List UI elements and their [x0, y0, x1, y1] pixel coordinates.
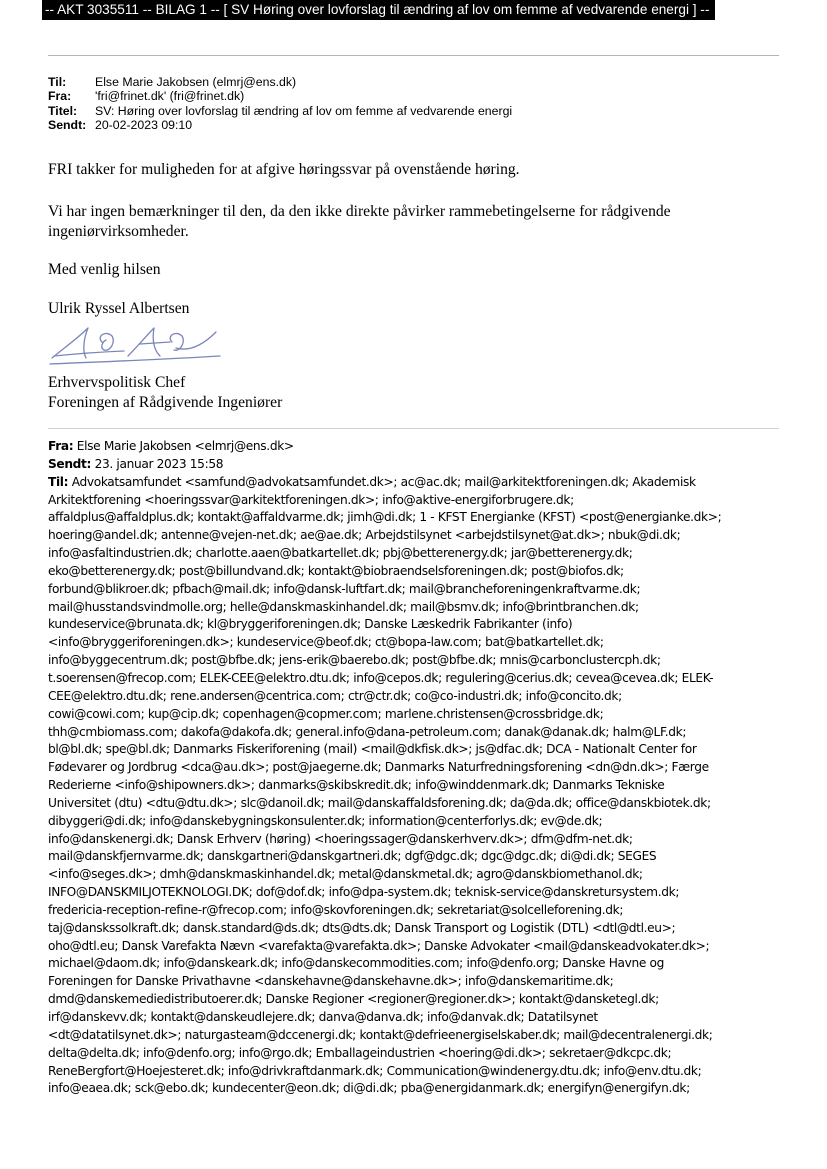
- from-label: Fra:: [48, 439, 74, 453]
- header-label: Titel:: [48, 103, 78, 118]
- recipient-line: CEE@elektro.dtu.dk; rene.andersen@centrica.com; ctr@ctr.dk; co@co-industri.dk; info@concito.dk;: [48, 688, 622, 703]
- recipient-line: info@danskenergi.dk; Dansk Erhverv (høring) <hoeringssager@danskerhverv.dk>; dfm@dfm-net.dk;: [48, 831, 633, 846]
- from-value: Else Marie Jakobsen <elmrj@ens.dk>: [76, 439, 294, 453]
- recipient-line: info@eaea.dk; sck@ebo.dk; kundecenter@eon.dk; di@di.dk; pba@energidanmark.dk; energifyn@energifyn.dk;: [48, 1081, 690, 1096]
- recipient-line: eko@betterenergy.dk; post@billundvand.dk; kontakt@biobraendselsforeningen.dk; post@biofos.dk;: [48, 563, 624, 578]
- recipient-line: cowi@cowi.com; kup@cip.dk; copenhagen@copmer.com; marlene.christensen@crossbridge.dk;: [48, 706, 604, 721]
- recipient-line: taj@danskssolkraft.dk; dansk.standard@ds.dk; dts@dts.dk; Dansk Transport og Logistik (DTL) <dtl@dtl.eu>;: [48, 920, 676, 935]
- header-value: Else Marie Jakobsen (elmrj@ens.dk): [95, 75, 297, 89]
- header-label: Til:: [48, 75, 67, 89]
- recipient-line: thh@cmbiomass.com; dakofa@dakofa.dk; general.info@dana-petroleum.com; danak@danak.dk; halm@LF.dk;: [48, 724, 687, 739]
- sender-signature-block: [48, 373, 778, 413]
- recipient-line: kundeservice@brunata.dk; kl@bryggeriforeningen.dk; Danske Læskedrik Fabrikanter (info): [48, 617, 573, 632]
- header-value: 'fri@frinet.dk' (fri@frinet.dk): [95, 89, 245, 104]
- recipient-line: Fødevarer og Jordbrug <dca@au.dk>; post@jaegerne.dk; Danmarks Naturfredningsforening <dn@dn.dk>; Færge: [48, 760, 709, 775]
- sender-name-text: Ulrik Ryssel Albertsen: [48, 300, 190, 317]
- email-header: [48, 75, 512, 132]
- top-divider: [48, 55, 779, 56]
- recipient-line: hoering@andel.dk; antenne@vejen-net.dk; ae@ae.dk; Arbejdstilsynet <arbejdstilsynet@at.dk>; nbuk@di.dk;: [48, 528, 681, 543]
- recipient-line: <info@bryggeriforeningen.dk>; kundeservice@beof.dk; ct@bopa-law.com; bat@batkartellet.dk;: [48, 635, 604, 650]
- recipient-line: fredericia-reception-refine-r@frecop.com; info@skovforeningen.dk; sekretariat@solcelleforening.dk;: [48, 902, 624, 917]
- recipient-line: Arkitektforening <hoeringssvar@arkitektforeningen.dk>; info@aktive-energiforbrugere.dk;: [48, 492, 574, 507]
- recipient-line: forbund@blikroer.dk; pfbach@mail.dk; info@dansk-luftfart.dk; mail@brancheforeningenkraftvarme.dk;: [48, 581, 641, 596]
- forwarded-from: [48, 438, 788, 456]
- closing: [48, 260, 778, 280]
- sender-title: Erhvervspolitisk Chef: [48, 374, 186, 391]
- recipient-line: Advokatsamfundet <samfund@advokatsamfundet.dk>; ac@ac.dk; mail@arkitektforeningen.dk; Akademisk: [71, 474, 696, 489]
- recipient-line: t.soerensen@frecop.com; ELEK-CEE@elektro.dtu.dk; info@cepos.dk; regulering@cerius.dk; cevea@cevea.dk; ELEK-: [48, 670, 714, 685]
- forwarded-sent: [48, 456, 788, 474]
- forward-divider: [48, 428, 779, 429]
- reply-text: Vi har ingen bemærkninger til den, da den ikke direkte påvirker rammebetingelserne for rådgivende: [48, 203, 671, 220]
- header-row-from: [48, 89, 512, 103]
- recipient-line: Universitet (dtu) <dtu@dtu.dk>; slc@danoil.dk; mail@danskaffaldsforening.dk; da@da.dk; office@danskbiotek.dk;: [48, 795, 711, 810]
- reply-paragraph-2: [48, 202, 778, 242]
- header-label: Sendt:: [48, 117, 87, 132]
- recipient-line: Rederierne <info@shipowners.dk>; danmarks@skibskredit.dk; info@winddenmark.dk; Danmarks Tekniske: [48, 778, 665, 793]
- closing-text: Med venlig hilsen: [48, 261, 161, 278]
- recipient-line: dibyggeri@di.dk; info@danskebygningskonsulenter.dk; information@centerforlys.dk; ev@de.dk;: [48, 813, 603, 828]
- recipient-line: INFO@DANSKMILJOTEKNOLOGI.DK; dof@dof.dk; info@dpa-system.dk; teknisk-service@danskretursystem.dk;: [48, 885, 680, 900]
- reply-text: FRI takker for muligheden for at afgive høringssvar på ovenstående høring.: [48, 161, 520, 178]
- header-value: SV: Høring over lovforslag til ændring af lov om femme af vedvarende energi: [95, 103, 513, 118]
- recipient-list: [48, 492, 788, 1099]
- recipient-line: affaldplus@affaldplus.dk; kontakt@affaldvarme.dk; jimh@di.dk; 1 - KFST Energianke (KFST) <post@energianke.dk>;: [48, 510, 722, 525]
- document-banner: -- AKT 3035511 -- BILAG 1 -- [ SV Høring over lovforslag til ændring af lov om femme af vedvarende energi ] --: [42, 0, 715, 20]
- reply-paragraph-1: [48, 160, 778, 180]
- sender-organization: Foreningen af Rådgivende Ingeniører: [48, 394, 283, 411]
- sender-name: [48, 299, 778, 319]
- header-row-to: [48, 75, 512, 89]
- recipient-line: michael@daom.dk; info@danskeark.dk; info@danskecommodities.com; info@denfo.org; Danske Havne og: [48, 956, 665, 971]
- to-label: Til:: [48, 474, 69, 489]
- recipient-line: irf@danskevv.dk; kontakt@danskeudlejere.dk; danva@danva.dk; info@danvak.dk; Datatilsynet: [48, 1010, 598, 1024]
- header-label: Fra:: [48, 89, 72, 104]
- recipient-line: info@asfaltindustrien.dk; charlotte.aaen@batkartellet.dk; pbj@betterenergy.dk; jar@betterenergy.dk;: [48, 546, 633, 561]
- recipient-line: oho@dtl.eu; Dansk Varefakta Nævn <varefakta@varefakta.dk>; Danske Advokater <mail@danskeadvokater.dk>;: [48, 938, 710, 953]
- header-value: 20-02-2023 09:10: [95, 117, 193, 132]
- recipient-line: delta@delta.dk; info@denfo.org; info@rgo.dk; Emballageindustrien <hoering@di.dk>; sekretaer@dkcpc.dk;: [48, 1045, 672, 1060]
- header-row-title: [48, 104, 512, 118]
- recipient-line: ReneBergfort@Hoejesteret.dk; info@drivkraftdanmark.dk; Communication@windenergy.dtu.dk; info@env.dtu.dk;: [48, 1063, 702, 1078]
- recipient-line: Foreningen for Danske Privathavne <danskehavne@danskehavne.dk>; info@danskemaritime.dk;: [48, 974, 614, 989]
- recipient-line: mail@husstandsvindmolle.org; helle@danskmaskinhandel.dk; mail@bsmv.dk; info@brintbranchen.dk;: [48, 599, 639, 614]
- recipient-line: info@byggecentrum.dk; post@bfbe.dk; jens-erik@baerebo.dk; post@bfbe.dk; mnis@carbonclustercph.dk;: [48, 653, 661, 668]
- reply-text: ingeniørvirksomheder.: [48, 223, 189, 240]
- forwarded-message: [48, 438, 788, 1098]
- forwarded-to: [48, 474, 788, 492]
- handwritten-signature: [44, 322, 224, 370]
- sent-value: 23. januar 2023 15:58: [94, 456, 224, 471]
- recipient-line: bl@bl.dk; spe@bl.dk; Danmarks Fiskeriforening (mail) <mail@dkfisk.dk>; js@dfac.dk; DCA - Nationalt Center for: [48, 742, 697, 757]
- recipient-line: dmd@danskemediedistributoerer.dk; Danske Regioner <regioner@regioner.dk>; kontakt@dansketegl.dk;: [48, 992, 659, 1007]
- recipient-line: <dt@datatilsynet.dk>; naturgasteam@dccenergi.dk; kontakt@defrieenergiselskaber.dk; mail@decentralenergi.dk;: [48, 1027, 713, 1042]
- sent-label: Sendt:: [48, 456, 92, 471]
- recipient-line: mail@danskfjernvarme.dk; danskgartneri@danskgartneri.dk; dgf@dgc.dk; dgc@dgc.dk; di@di.dk; SEGES: [48, 849, 657, 864]
- header-row-sent: [48, 118, 512, 132]
- recipient-line: <info@seges.dk>; dmh@danskmaskinhandel.dk; metal@danskmetal.dk; agro@danskbiomethanol.dk;: [48, 867, 643, 882]
